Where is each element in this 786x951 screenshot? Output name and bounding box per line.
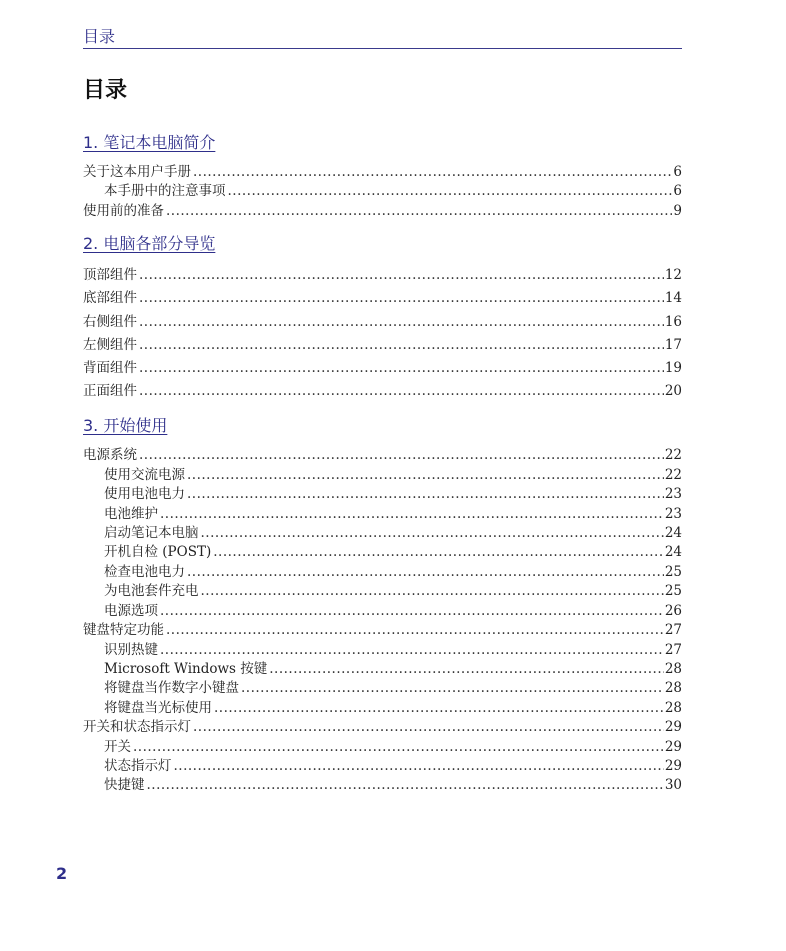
dot-leader [133,738,664,757]
toc-entry[interactable] [83,621,682,640]
toc-entry-page: 25 [664,563,682,580]
toc-entry[interactable] [83,563,682,582]
toc-entry-page: 17 [664,336,682,353]
toc-entry[interactable] [83,718,682,737]
toc-entry-page: 9 [673,202,682,219]
toc-entry-title: 电池维护 [104,505,158,522]
toc-entry-title: 将键盘当光标使用 [104,699,212,716]
toc-entry[interactable] [83,602,682,621]
toc-entry-title: 使用前的准备 [83,202,164,219]
toc-entry[interactable] [83,485,682,504]
section-heading[interactable]: 1. 笔记本电脑简介 [83,133,216,152]
dot-leader [193,163,672,182]
dot-leader [201,524,664,543]
dot-leader [201,582,664,601]
running-header [83,27,682,49]
toc-section [83,131,682,221]
toc-entry[interactable] [83,357,682,380]
dot-leader [241,679,664,698]
section-heading[interactable]: 2. 电脑各部分导览 [83,234,216,254]
toc-entry[interactable] [83,505,682,524]
toc-entry[interactable] [83,543,682,562]
dot-leader [166,621,664,640]
toc-entry-title: 状态指示灯 [104,757,172,774]
toc-entry-title: 为电池套件充电 [104,583,199,600]
dot-leader [187,485,664,504]
dot-leader [139,357,664,380]
toc-entry[interactable] [83,582,682,601]
dot-leader [139,287,664,310]
toc-entry-title: 右侧组件 [83,313,137,330]
dot-leader [213,543,664,562]
dot-leader [193,718,664,737]
toc-entry[interactable] [83,311,682,334]
toc-entry-title: 使用交流电源 [104,466,185,483]
toc-entry[interactable] [83,466,682,485]
running-header-title: 目录 [83,27,116,46]
toc-entry-page: 16 [664,313,682,330]
toc-entry[interactable] [83,182,682,201]
toc-entry[interactable] [83,660,682,679]
toc-section [83,232,682,403]
toc-entry-page: 28 [664,680,682,697]
dot-leader [214,699,664,718]
toc-entry-page: 28 [664,660,682,677]
dot-leader [187,466,664,485]
toc-entry-page: 29 [664,757,682,774]
dot-leader [187,563,664,582]
toc-entry-page: 20 [664,383,682,400]
dot-leader [160,641,664,660]
toc-entry[interactable] [83,202,682,221]
toc-entry-title: 将键盘当作数字小键盘 [104,680,239,697]
toc-entry-page: 22 [664,447,682,464]
toc-entry-page: 19 [664,360,682,377]
toc-entry-page: 6 [673,183,682,200]
dot-leader [269,660,664,679]
dot-leader [139,334,664,357]
dot-leader [139,446,664,465]
toc-entry-title: 底部组件 [83,290,137,307]
section-heading[interactable]: 3. 开始使用 [83,416,168,436]
toc-entry-page: 6 [673,164,682,180]
toc-entry-title: 快捷键 [104,777,145,794]
toc-entry-page: 28 [664,699,682,716]
toc-entry[interactable] [83,446,682,465]
toc-entry-title: 电源选项 [104,602,158,619]
toc-entry[interactable] [83,699,682,718]
toc-entry-page: 14 [664,290,682,307]
toc-entry-page: 29 [664,719,682,736]
toc-entry-page: 12 [664,267,682,284]
table-of-contents [83,131,682,796]
toc-entry[interactable] [83,163,682,182]
toc-entry[interactable] [83,524,682,543]
toc-entry-page: 23 [664,505,682,522]
toc-entry-title: Microsoft Windows 按键 [104,660,268,677]
toc-entry-title: 启动笔记本电脑 [104,525,199,542]
toc-entry-page: 27 [664,641,682,658]
toc-entry[interactable] [83,679,682,698]
toc-entry-title: 电源系统 [83,447,137,464]
dot-leader [160,602,664,621]
dot-leader [139,380,664,403]
toc-entry-title: 开机自检 (POST) [104,544,212,561]
toc-entry[interactable] [83,287,682,310]
toc-entry-page: 29 [664,738,682,755]
toc-entry-title: 左侧组件 [83,336,137,353]
dot-leader [228,182,673,201]
toc-entry-page: 27 [664,622,682,639]
toc-entry-page: 26 [664,602,682,619]
toc-entry-title: 使用电池电力 [104,486,185,503]
toc-entry-title: 检查电池电力 [104,563,185,580]
toc-entry[interactable] [83,264,682,287]
toc-entry[interactable] [83,380,682,403]
toc-entry[interactable] [83,641,682,660]
toc-entry-page: 23 [664,486,682,503]
dot-leader [174,757,664,776]
toc-entry[interactable] [83,776,682,795]
toc-entry[interactable] [83,738,682,757]
dot-leader [139,311,664,334]
toc-section [83,414,682,795]
toc-entry-page: 24 [664,544,682,561]
toc-entry-page: 30 [664,777,682,794]
toc-entry-title: 识别热键 [104,641,158,658]
toc-entry-title: 关于这本用户手册 [83,164,191,180]
page-title: 目录 [83,78,128,103]
toc-entry-title: 顶部组件 [83,267,137,284]
toc-entry-title: 背面组件 [83,360,137,377]
toc-entry[interactable] [83,334,682,357]
toc-entry[interactable] [83,757,682,776]
dot-leader [166,202,672,221]
toc-entry-title: 本手册中的注意事项 [104,183,226,200]
toc-entry-title: 正面组件 [83,383,137,400]
toc-entry-page: 24 [664,525,682,542]
dot-leader [147,776,664,795]
toc-entry-page: 22 [664,466,682,483]
dot-leader [160,505,664,524]
toc-entry-title: 开关和状态指示灯 [83,719,191,736]
toc-entry-title: 开关 [104,738,131,755]
toc-entry-page: 25 [664,583,682,600]
dot-leader [139,264,664,287]
toc-entry-title: 键盘特定功能 [83,622,164,639]
page-number: 2 [56,864,68,883]
